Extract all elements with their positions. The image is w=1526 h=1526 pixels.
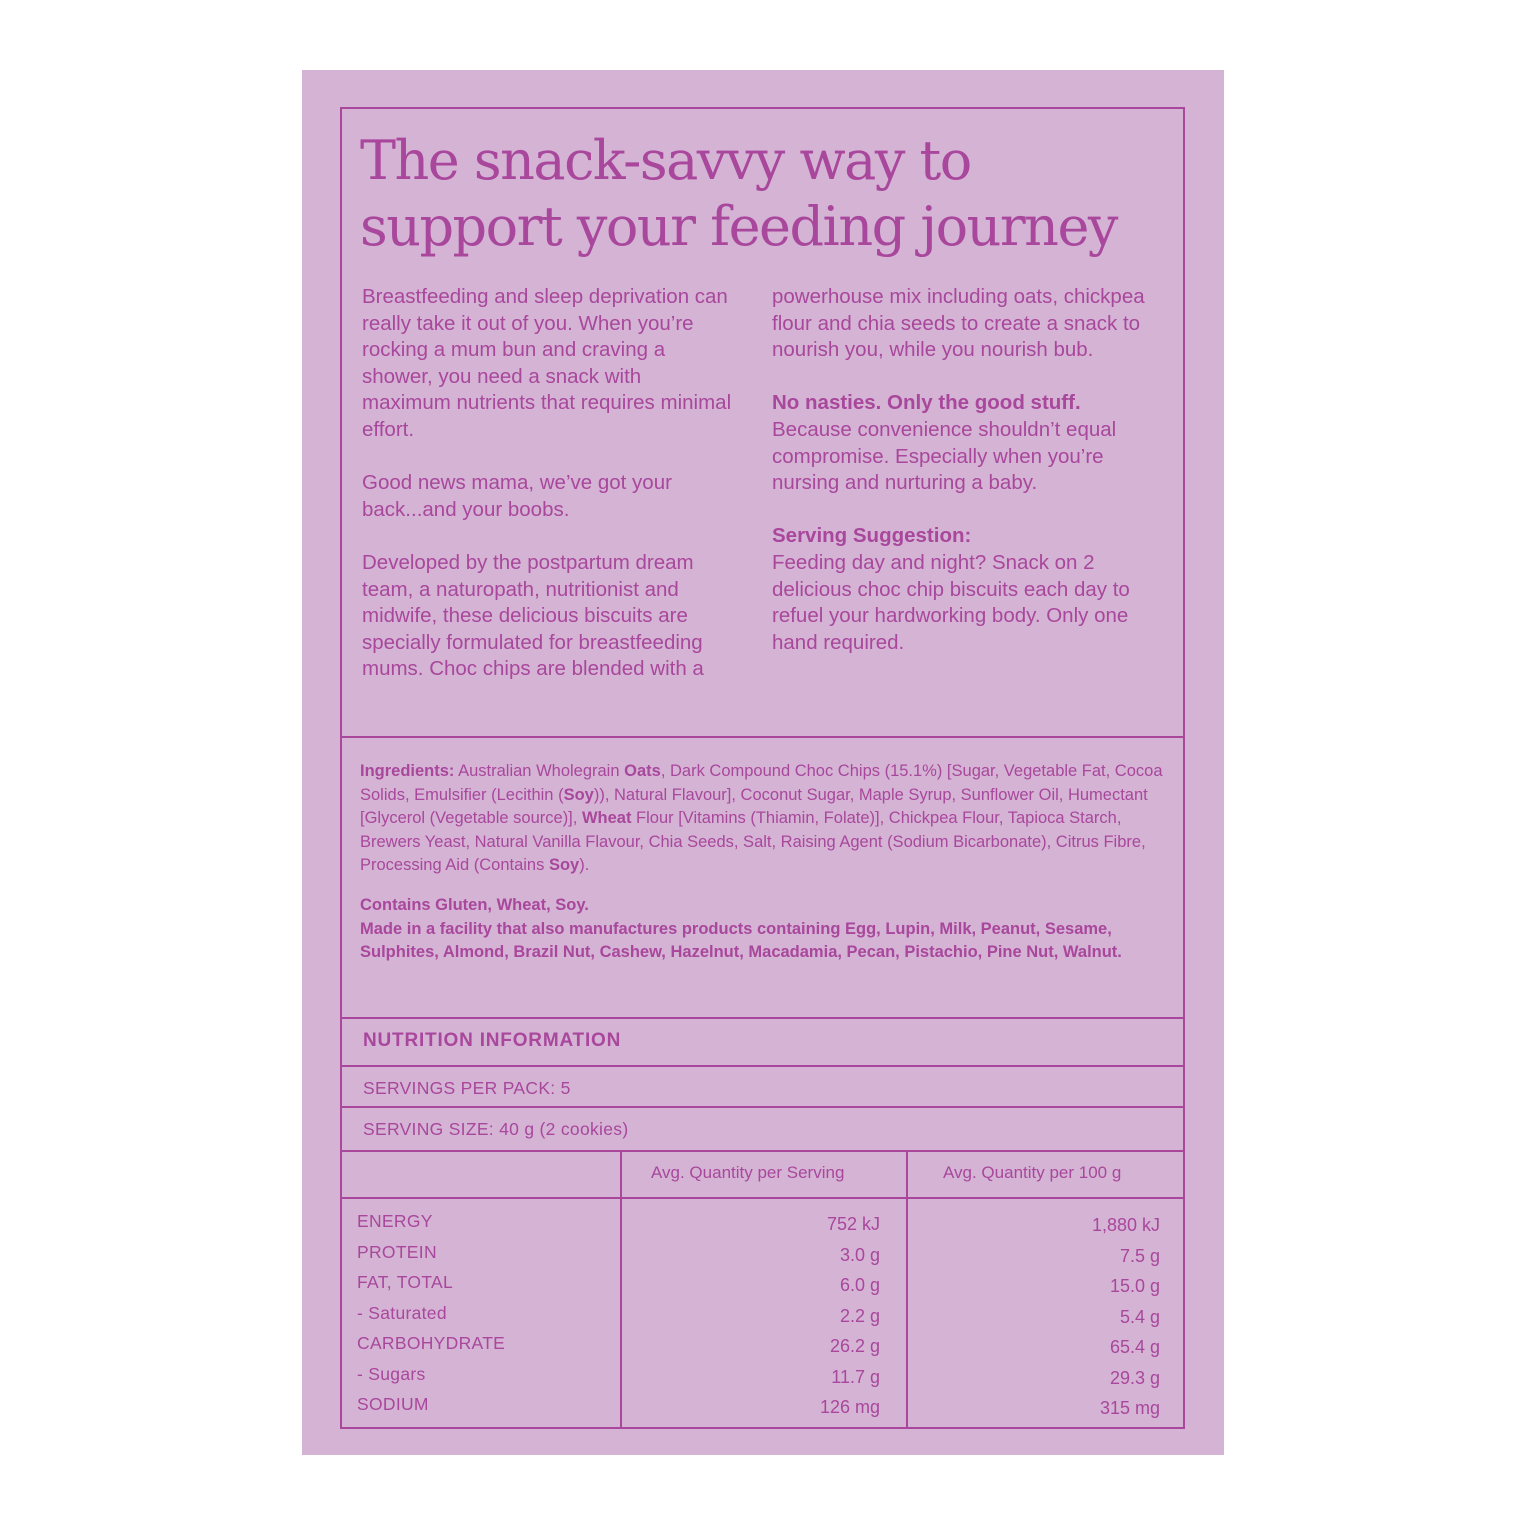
nutrient-value-serving: 11.7 g [831,1367,880,1387]
headline [360,128,1170,260]
headline-line-2: support your feeding journey [360,195,1117,258]
nutrient-value-100g: 65.4 g [1109,1337,1160,1357]
ingredients-text: , Dark Compound Choc Chips (15.1%) [Sugar, Vegetable Fat, Cocoa Solids, Emulsifier (Lecithin ( [360,762,1163,804]
nutrient-value-serving: 26.2 g [829,1336,880,1356]
table-divider [340,1065,1185,1067]
section-divider [340,736,1185,738]
body-paragraph: powerhouse mix including oats, chickpea flour and chia seeds to create a snack to nourish you, while you nourish bub. [772,285,1145,362]
body-paragraph: Developed by the postpartum dream team, a naturopath, nutritionist and midwife, these delicious biscuits are specially formulated for breastfeeding mums. Choc chips are blended with a [362,550,704,681]
table-column-divider [906,1150,908,1428]
headline-line-1: The snack-savvy way to [360,129,971,192]
nutrient-name: - Sugars [357,1364,426,1384]
table-divider [340,1106,1185,1108]
paragraph-heading: Serving Suggestion: [772,524,972,548]
paragraph-text: Because convenience shouldn’t equal compromise. Especially when you’re nursing and nurturing a baby. [772,417,1117,495]
nutrient-name: PROTEIN [357,1242,437,1262]
table-header-divider [340,1197,1185,1199]
table-divider [340,1150,1185,1152]
nutrition-title: NUTRITION INFORMATION [363,1030,622,1051]
body-paragraph [772,390,1172,496]
body-paragraph: Good news mama, we’ve got your back...and your boobs. [362,471,672,521]
nutrient-name: ENERGY [357,1211,433,1231]
paragraph-heading: No nasties. Only the good stuff. [772,391,1081,415]
allergen-highlight: Soy [563,785,594,804]
contains-statement: Contains Gluten, Wheat, Soy. [360,896,589,914]
nutrient-value-100g: 7.5 g [1119,1246,1160,1266]
nutrient-value-100g: 315 mg [1099,1398,1160,1418]
column-header-100g: Avg. Quantity per 100 g [943,1163,1122,1182]
table-column-divider [620,1150,622,1428]
ingredients-list [360,760,1170,878]
allergen-statement [360,894,1170,965]
body-left-column [362,284,732,710]
allergen-highlight: Oats [624,762,661,780]
nutrient-name: - Saturated [357,1303,447,1323]
nutrient-value-serving: 6.0 g [839,1275,880,1295]
nutrient-value-serving: 126 mg [819,1397,880,1417]
ingredients-text: )), Natural Flavour], Coconut Sugar, Maple Syrup, Sunflower Oil, Humectant [Glycerol (Vegetable source)], [360,785,1148,827]
body-paragraph [772,523,1172,656]
ingredients-label: Ingredients: [360,762,455,780]
nutrient-value-100g: 1,880 kJ [1091,1215,1160,1235]
nutrient-value-serving: 2.2 g [839,1306,880,1326]
facility-statement: Made in a facility that also manufactures products containing Egg, Lupin, Milk, Peanut, Sesame, Sulphites, Almond, Brazil Nut, Cashew, Hazelnut, Macadamia, Pecan, Pistachio, Pine Nut, Walnut. [360,919,1122,961]
nutrient-value-serving: 3.0 g [839,1245,880,1265]
servings-per-pack: SERVINGS PER PACK: 5 [363,1078,571,1098]
paragraph-text: Feeding day and night? Snack on 2 delicious choc chip biscuits each day to refuel your hardworking body. Only one hand required. [772,550,1130,654]
ingredients-text: ). [579,856,590,874]
allergen-highlight: Wheat [581,809,632,827]
nutrient-value-100g: 5.4 g [1119,1307,1160,1327]
section-divider [340,1017,1185,1019]
ingredients-text: Australian Wholegrain [454,762,625,780]
nutrient-name: CARBOHYDRATE [357,1333,506,1353]
nutrient-value-100g: 29.3 g [1109,1368,1160,1388]
nutrient-name: FAT, TOTAL [357,1272,454,1292]
body-paragraph: Breastfeeding and sleep deprivation can really take it out of you. When you’re rocking a mum bun and craving a shower, you need a snack with maximum nutrients that requires minimal effort. [362,285,732,441]
serving-size: SERVING SIZE: 40 g (2 cookies) [363,1119,629,1139]
body-right-column [772,284,1172,683]
nutrient-value-serving: 752 kJ [826,1214,880,1234]
nutrient-value-100g: 15.0 g [1109,1276,1160,1296]
nutrient-name: SODIUM [357,1394,429,1414]
allergen-highlight: Soy [548,856,580,874]
ingredients-text: Flour [Vitamins (Thiamin, Folate)], Chickpea Flour, Tapioca Starch, Brewers Yeast, Natural Vanilla Flavour, Chia Seeds, Salt, Raising Agent (Sodium Bicarbonate), Citrus Fibre, Processing Aid (Contains [360,809,1146,874]
column-header-serving: Avg. Quantity per Serving [651,1163,845,1182]
